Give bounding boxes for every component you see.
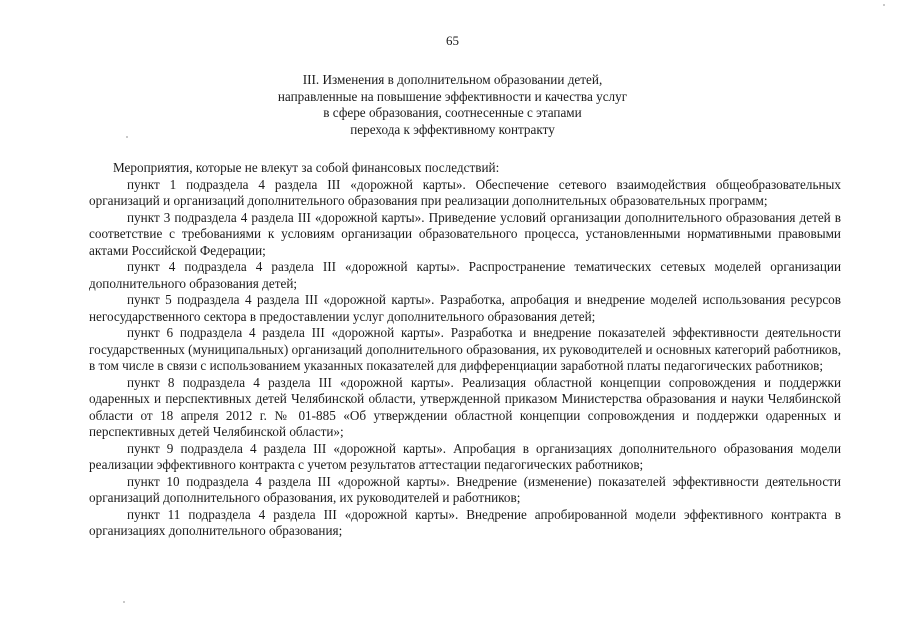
heading-line: в сфере образования, соотнесенные с этапами: [323, 105, 582, 121]
list-item: пункт 4 подраздела 4 раздела III «дорожной карты». Распространение тематических сетевых моделей организации дополнительного образования детей;: [89, 259, 841, 291]
heading-line: III. Изменения в дополнительном образовании детей,: [302, 72, 603, 87]
document-body: [89, 160, 841, 540]
list-item: пункт 1 подраздела 4 раздела III «дорожной карты». Обеспечение сетевого взаимодействия общеобразовательных организаций и организаций дополнительного образования при реализации дополнительных образовательных программ;: [89, 176, 841, 208]
section-heading: [0, 72, 905, 138]
scan-speck: [883, 4, 885, 6]
scan-speck: [126, 136, 128, 138]
heading-line: направленные на повышение эффективности и качества услуг: [277, 88, 628, 104]
scan-speck: [123, 601, 125, 603]
page-number: 65: [446, 33, 459, 48]
intro-paragraph: Мероприятия, которые не влекут за собой финансовых последствий:: [113, 160, 500, 175]
list-item: пункт 11 подраздела 4 раздела III «дорожной карты». Внедрение апробированной модели эффективного контракта в организациях дополнительного образования;: [89, 506, 841, 538]
list-item: пункт 8 подраздела 4 раздела III «дорожной карты». Реализация областной концепции сопровождения и поддержки одаренных и перспективных детей Челябинской области, утвержденной приказом Министерства образования и науки Челябинской области от 18 апреля 2012 г. № 01-885 «Об утверждении областной концепции сопровождения и поддержки одаренных и перспективных детей Челябинской области»;: [89, 374, 841, 439]
list-item: пункт 3 подраздела 4 раздела III «дорожной карты». Приведение условий организации дополнительного образования детей в соответствие с требованиями к условиям организации образовательного процесса, установленными нормативными правовыми актами Российской Федерации;: [89, 209, 841, 258]
list-item: пункт 9 подраздела 4 раздела III «дорожной карты». Апробация в организациях дополнительного образования модели реализации эффективного контракта с учетом результатов аттестации педагогических работников;: [89, 440, 841, 472]
list-item: пункт 6 подраздела 4 раздела III «дорожной карты». Разработка и внедрение показателей эффективности деятельности государственных (муниципальных) организаций дополнительного образования, их руководителей и основных категорий работников, в том числе в связи с использованием указанных показателей для дифференциации заработной платы педагогических работников;: [89, 325, 841, 373]
list-item: пункт 10 подраздела 4 раздела III «дорожной карты». Внедрение (изменение) показателей эффективности деятельности организаций дополнительного образования, их руководителей и работников;: [89, 473, 841, 505]
list-item: пункт 5 подраздела 4 раздела III «дорожной карты». Разработка, апробация и внедрение моделей использования ресурсов негосударственного сектора в предоставлении услуг дополнительного образования детей;: [89, 292, 841, 324]
heading-line: перехода к эффективному контракту: [350, 121, 555, 137]
